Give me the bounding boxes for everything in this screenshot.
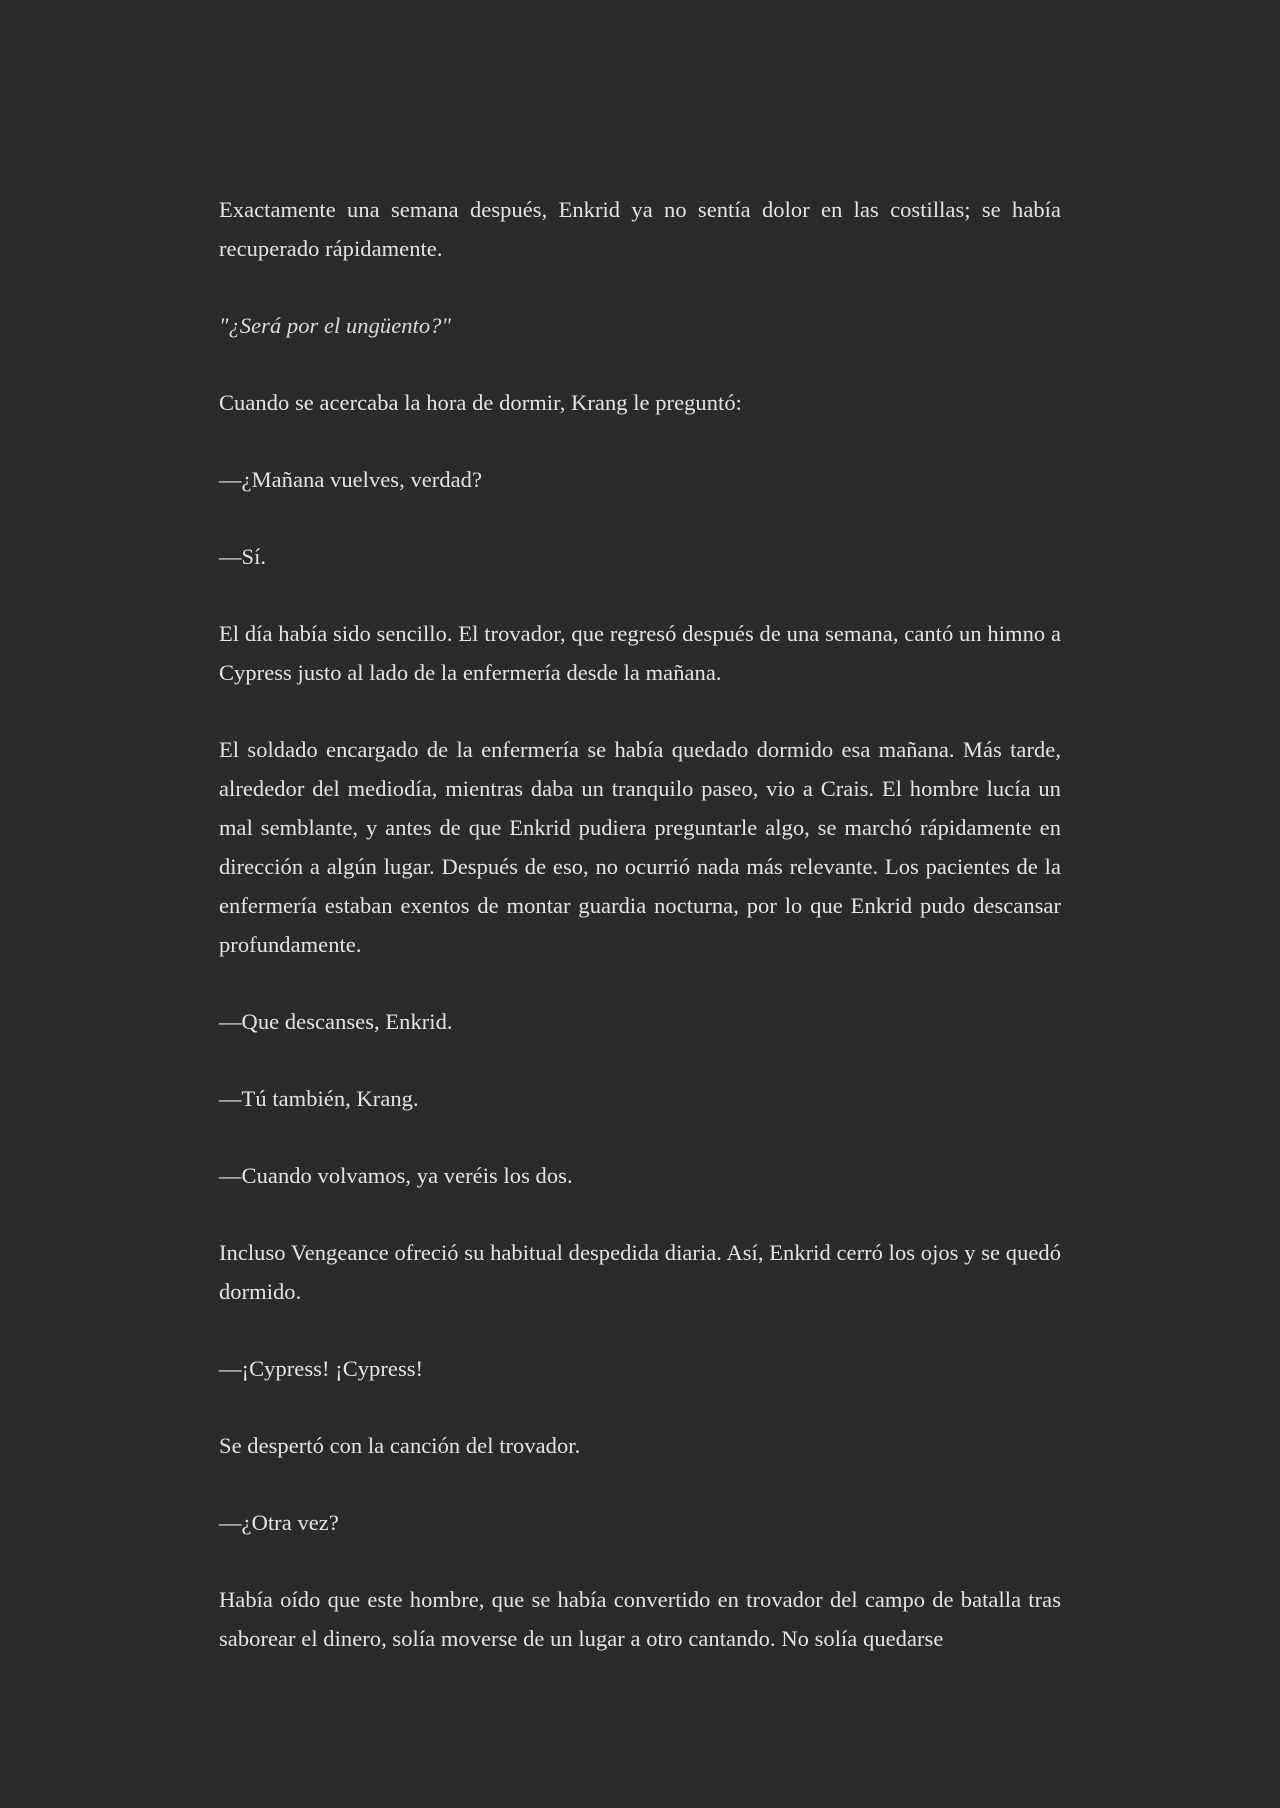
dialogue-line: —Tú también, Krang. (219, 1086, 419, 1111)
dialogue-line: —Sí. (219, 544, 267, 569)
paragraph: El día había sido sencillo. El trovador, que regresó después de una semana, cantó un himno a Cypress justo al lado de la enfermería desde la mañana. (219, 621, 1061, 685)
paragraph: Había oído que este hombre, que se había convertido en trovador del campo de batalla tras saborear el dinero, solía moverse de un lugar a otro cantando. No solía quedarse (219, 1587, 1061, 1651)
paragraph: Exactamente una semana después, Enkrid ya no sentía dolor en las costillas; se había recuperado rápidamente. (219, 197, 1061, 261)
paragraph: Se despertó con la canción del trovador. (219, 1433, 581, 1458)
paragraph-inner-thought-quote: "¿Será por el ungüento?" (219, 313, 451, 338)
dialogue-line: —¿Otra vez? (219, 1510, 339, 1535)
paragraph: Incluso Vengeance ofreció su habitual despedida diaria. Así, Enkrid cerró los ojos y se quedó dormido. (219, 1240, 1061, 1304)
dialogue-line: —¡Cypress! ¡Cypress! (219, 1356, 424, 1381)
dialogue-line: —Que descanses, Enkrid. (219, 1009, 453, 1034)
paragraph: Cuando se acercaba la hora de dormir, Krang le preguntó: (219, 390, 742, 415)
paragraph: El soldado encargado de la enfermería se había quedado dormido esa mañana. Más tarde, alrededor del mediodía, mientras daba un tranquilo paseo, vio a Crais. El hombre lucía un mal semblante, y antes de que Enkrid pudiera preguntarle algo, se marchó rápidamente en dirección a algún lugar. Después de eso, no ocurrió nada más relevante. Los pacientes de la enfermería estaban exentos de montar guardia nocturna, por lo que Enkrid pudo descansar profundamente. (219, 737, 1061, 957)
dialogue-line: —Cuando volvamos, ya veréis los dos. (219, 1163, 573, 1188)
chapter-text-body (219, 190, 1061, 1658)
dialogue-line: —¿Mañana vuelves, verdad? (219, 467, 483, 492)
